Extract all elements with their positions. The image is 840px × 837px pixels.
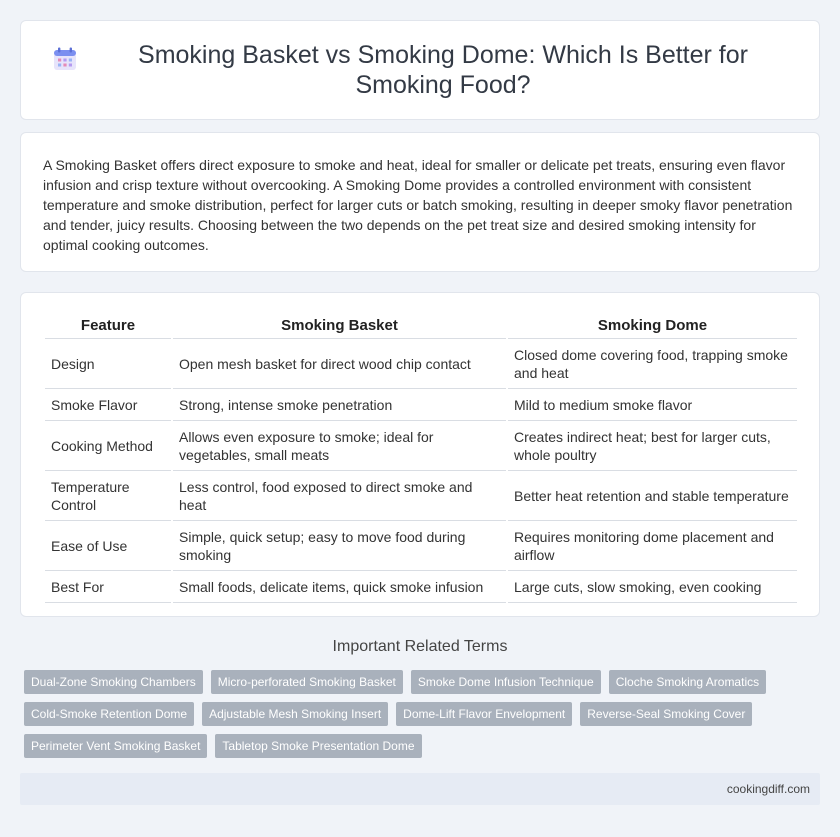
related-term-tag[interactable]: Perimeter Vent Smoking Basket xyxy=(24,734,207,758)
related-term-tag[interactable]: Adjustable Mesh Smoking Insert xyxy=(202,702,388,726)
related-terms-title: Important Related Terms xyxy=(332,638,508,655)
comparison-table xyxy=(43,311,799,603)
table-row xyxy=(45,339,797,389)
table-header-row xyxy=(45,311,797,339)
related-term-tag[interactable]: Reverse-Seal Smoking Cover xyxy=(580,702,752,726)
related-term-tag[interactable]: Tabletop Smoke Presentation Dome xyxy=(215,734,421,758)
feature-cell: Cooking Method xyxy=(45,421,171,471)
header-card xyxy=(20,20,820,120)
related-term-tag[interactable]: Dual-Zone Smoking Chambers xyxy=(24,670,203,694)
table-row xyxy=(45,471,797,521)
dome-cell: Requires monitoring dome placement and airflow xyxy=(508,521,797,571)
dome-cell: Better heat retention and stable temperature xyxy=(508,471,797,521)
related-term-tag[interactable]: Micro-perforated Smoking Basket xyxy=(211,670,403,694)
feature-cell: Smoke Flavor xyxy=(45,389,171,421)
table-row xyxy=(45,521,797,571)
dome-cell: Creates indirect heat; best for larger cuts, whole poultry xyxy=(508,421,797,471)
feature-cell: Temperature Control xyxy=(45,471,171,521)
title-wrap xyxy=(50,40,790,100)
related-term-tag[interactable]: Smoke Dome Infusion Technique xyxy=(411,670,601,694)
table-row xyxy=(45,421,797,471)
intro-paragraph: A Smoking Basket offers direct exposure to smoke and heat, ideal for smaller or delicate pet treats, ensuring even flavor infusion and crisp texture without overcooking. A Smoking Dome provides a controlled environment with consistent temperature and smoke distribution, perfect for larger cuts or batch smoking, resulting in deeper smoky flavor penetration and tender, juicy results. Choosing between the two depends on the pet treat size and desired smoking intensity for optimal cooking outcomes. xyxy=(43,157,793,253)
footer xyxy=(20,773,820,805)
feature-cell: Best For xyxy=(45,571,171,603)
table-row xyxy=(45,571,797,603)
intro-card xyxy=(20,132,820,272)
footer-site-link[interactable]: cookingdiff.com xyxy=(726,782,810,796)
related-term-tag[interactable]: Cold-Smoke Retention Dome xyxy=(24,702,194,726)
page-title: Smoking Basket vs Smoking Dome: Which Is Better for Smoking Food? xyxy=(138,41,748,99)
related-term-tag[interactable]: Cloche Smoking Aromatics xyxy=(609,670,766,694)
basket-cell: Allows even exposure to smoke; ideal for vegetables, small meats xyxy=(173,421,506,471)
basket-cell: Simple, quick setup; easy to move food during smoking xyxy=(173,521,506,571)
related-terms-list xyxy=(24,670,824,766)
basket-cell: Strong, intense smoke penetration xyxy=(173,389,506,421)
basket-cell: Less control, food exposed to direct smoke and heat xyxy=(173,471,506,521)
table-row xyxy=(45,389,797,421)
calendar-grid-icon xyxy=(52,46,78,72)
dome-cell: Closed dome covering food, trapping smoke and heat xyxy=(508,339,797,389)
header-feature: Feature xyxy=(45,311,171,339)
dome-cell: Mild to medium smoke flavor xyxy=(508,389,797,421)
related-term-tag[interactable]: Dome-Lift Flavor Envelopment xyxy=(396,702,572,726)
feature-cell: Design xyxy=(45,339,171,389)
comparison-card xyxy=(20,292,820,617)
basket-cell: Open mesh basket for direct wood chip contact xyxy=(173,339,506,389)
feature-cell: Ease of Use xyxy=(45,521,171,571)
header-smoking-dome: Smoking Dome xyxy=(508,311,797,339)
header-smoking-basket: Smoking Basket xyxy=(173,311,506,339)
dome-cell: Large cuts, slow smoking, even cooking xyxy=(508,571,797,603)
basket-cell: Small foods, delicate items, quick smoke infusion xyxy=(173,571,506,603)
